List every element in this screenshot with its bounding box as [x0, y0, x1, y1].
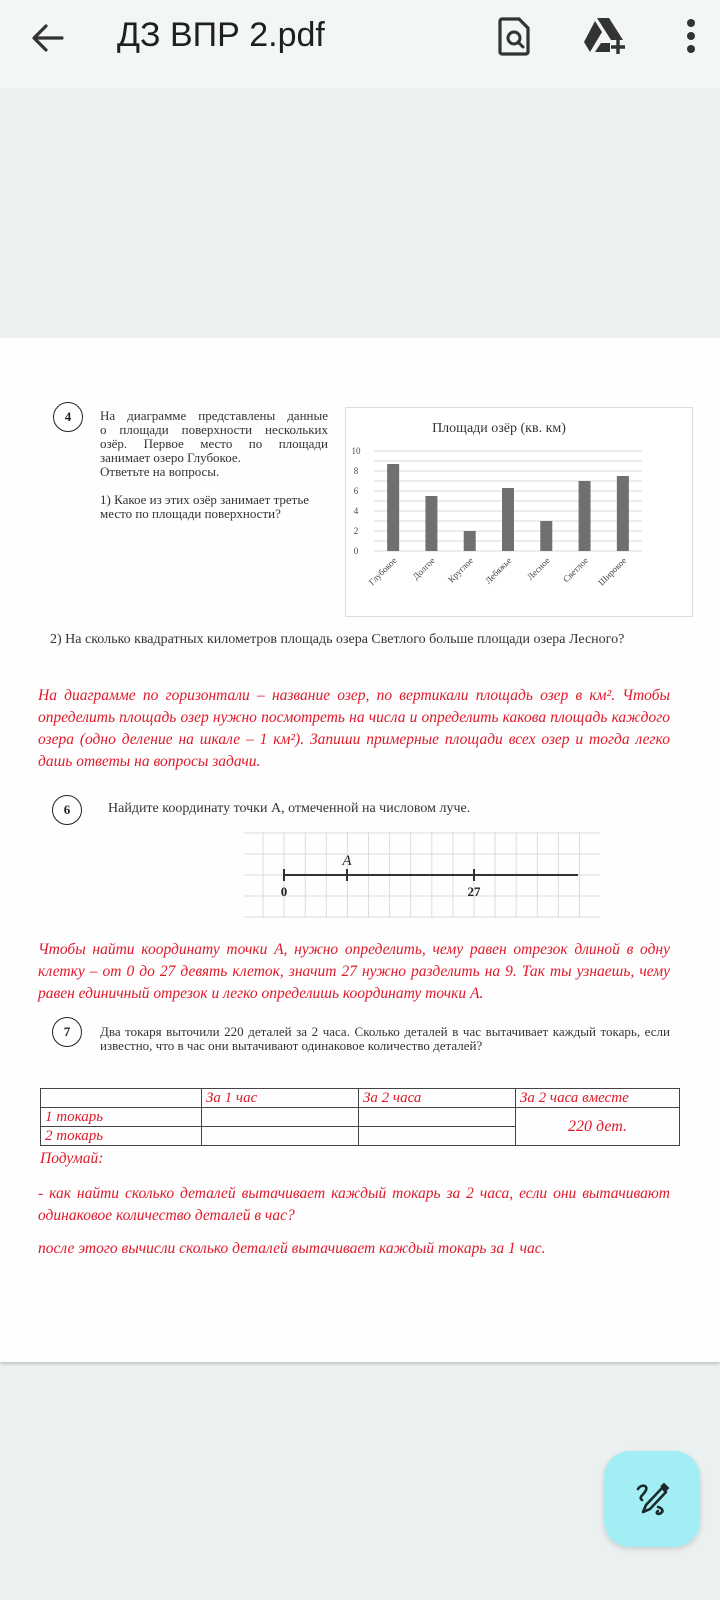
x-category-label: Широкое	[596, 555, 629, 588]
chart-svg	[346, 408, 692, 616]
task-4-hint: На диаграмме по горизонтали – название озер, по вертикали площадь озер в км². Чтобы определить площадь озер нужно посмотреть на числа и определить какова площадь каждого озера (одно деление на шкале – 1 км²). Запиши примерные площади всех озер и тогда легко дашь ответы на вопросы задачи.	[38, 687, 670, 770]
x-category-label: Глубокое	[366, 555, 399, 588]
chart-bars	[387, 464, 629, 551]
y-tick-label: 0	[353, 546, 359, 556]
y-tick-label: 4	[353, 506, 359, 516]
chart-bar	[540, 521, 552, 551]
annotate-fab-button[interactable]	[604, 1451, 700, 1547]
chart-bar	[502, 488, 514, 551]
task-7-question: Два токаря выточили 220 деталей за 2 часа. Сколько деталей в час вытачивает каждый токарь, если известно, что в час они вытачивают одинаковое количество деталей?	[100, 1024, 670, 1053]
task-4-question-2: 2) На сколько квадратных километров площадь озера Светлого больше площади озера Лесного?	[50, 632, 625, 647]
chart-bar	[464, 531, 476, 551]
chart-bar	[425, 496, 437, 551]
chart-bar	[579, 481, 591, 551]
arrow-left-icon	[26, 16, 70, 60]
text-line: На диаграмме представлены данные	[100, 408, 328, 423]
table-header-row	[41, 1089, 680, 1108]
chart-bar	[387, 464, 399, 551]
point-a-label: A	[342, 853, 352, 869]
task-7-hint-1: - как найти сколько деталей вытачивает каждый токарь за 2 часа, если они вытачивают одинаковое количество деталей в час?	[38, 1185, 670, 1224]
draw-annotate-icon	[632, 1479, 672, 1519]
lathe-operators-table	[40, 1088, 680, 1146]
table-cell	[359, 1127, 516, 1146]
row-label: 1 токарь	[41, 1108, 202, 1127]
drive-add-icon	[582, 16, 630, 56]
y-tick-label: 6	[353, 486, 359, 496]
chart-bar	[617, 476, 629, 551]
task-6-hint: Чтобы найти координату точки А, нужно определить, чему равен отрезок длиной в одну клетку – от 0 до 27 девять клеток, значит 27 нужно разделить на 9. Так ты узнаешь, чему равен единичный отрезок и легко определишь координату точки А.	[38, 941, 670, 1002]
app-toolbar	[0, 0, 720, 88]
text-line: Ответьте на вопросы.	[100, 464, 220, 479]
task-7-hint-2: после этого вычисли сколько деталей вытачивает каждый токарь за 1 час.	[38, 1240, 546, 1257]
back-button[interactable]	[26, 16, 70, 60]
text-line: 1) Какое из этих озёр занимает третье	[100, 492, 310, 507]
task-6-question: Найдите координату точки A, отмеченной на числовом луче.	[108, 801, 471, 816]
more-vert-icon	[684, 16, 698, 56]
text-line: место по площади поверхности?	[100, 506, 281, 521]
document-title: ДЗ ВПР 2.pdf	[117, 16, 325, 54]
chart-y-axis	[352, 446, 362, 556]
chart-title: Площади озёр (кв. км)	[432, 421, 566, 436]
y-tick-label: 2	[353, 526, 359, 536]
x-category-label: Светлое	[560, 555, 590, 585]
zero-label: 0	[280, 884, 288, 899]
x-category-label: Долгое	[410, 555, 437, 582]
table-cell	[202, 1108, 359, 1127]
text-line: занимает озеро Глубокое.	[100, 450, 241, 465]
text-line: о площади поверхности нескольких	[100, 422, 328, 437]
more-options-button[interactable]	[676, 12, 706, 60]
table-header-cell: За 2 часа вместе	[516, 1089, 680, 1108]
twenty-seven-label: 27	[467, 884, 481, 899]
find-in-document-button[interactable]	[491, 12, 539, 60]
chart-x-axis	[367, 555, 629, 587]
table-header-cell: За 1 час	[202, 1089, 359, 1108]
row-label: 2 токарь	[41, 1127, 202, 1146]
table-header-cell	[41, 1089, 202, 1108]
x-category-label: Лесное	[525, 555, 552, 582]
document-search-icon	[497, 16, 533, 56]
y-tick-label: 8	[353, 466, 359, 476]
table-row	[41, 1108, 680, 1127]
pdf-page[interactable]	[0, 338, 720, 1362]
y-tick-label: 10	[351, 446, 361, 456]
lake-area-bar-chart	[345, 407, 693, 617]
add-to-drive-button[interactable]	[582, 12, 630, 60]
x-category-label: Круглое	[445, 555, 476, 585]
table-cell	[359, 1108, 516, 1127]
task-7-number: 7	[52, 1017, 82, 1047]
think-label: Подумай:	[40, 1150, 104, 1167]
task-6-number: 6	[52, 795, 82, 825]
task-4-number: 4	[53, 402, 83, 432]
number-ray-grid	[244, 832, 600, 918]
total-cell: 220 дет.	[516, 1108, 680, 1146]
table-header-cell: За 2 часа	[359, 1089, 516, 1108]
text-line: озёр. Первое место по площади	[100, 436, 328, 451]
task-4-intro	[100, 409, 328, 521]
table-cell	[202, 1127, 359, 1146]
x-category-label: Лебяжье	[483, 555, 514, 586]
